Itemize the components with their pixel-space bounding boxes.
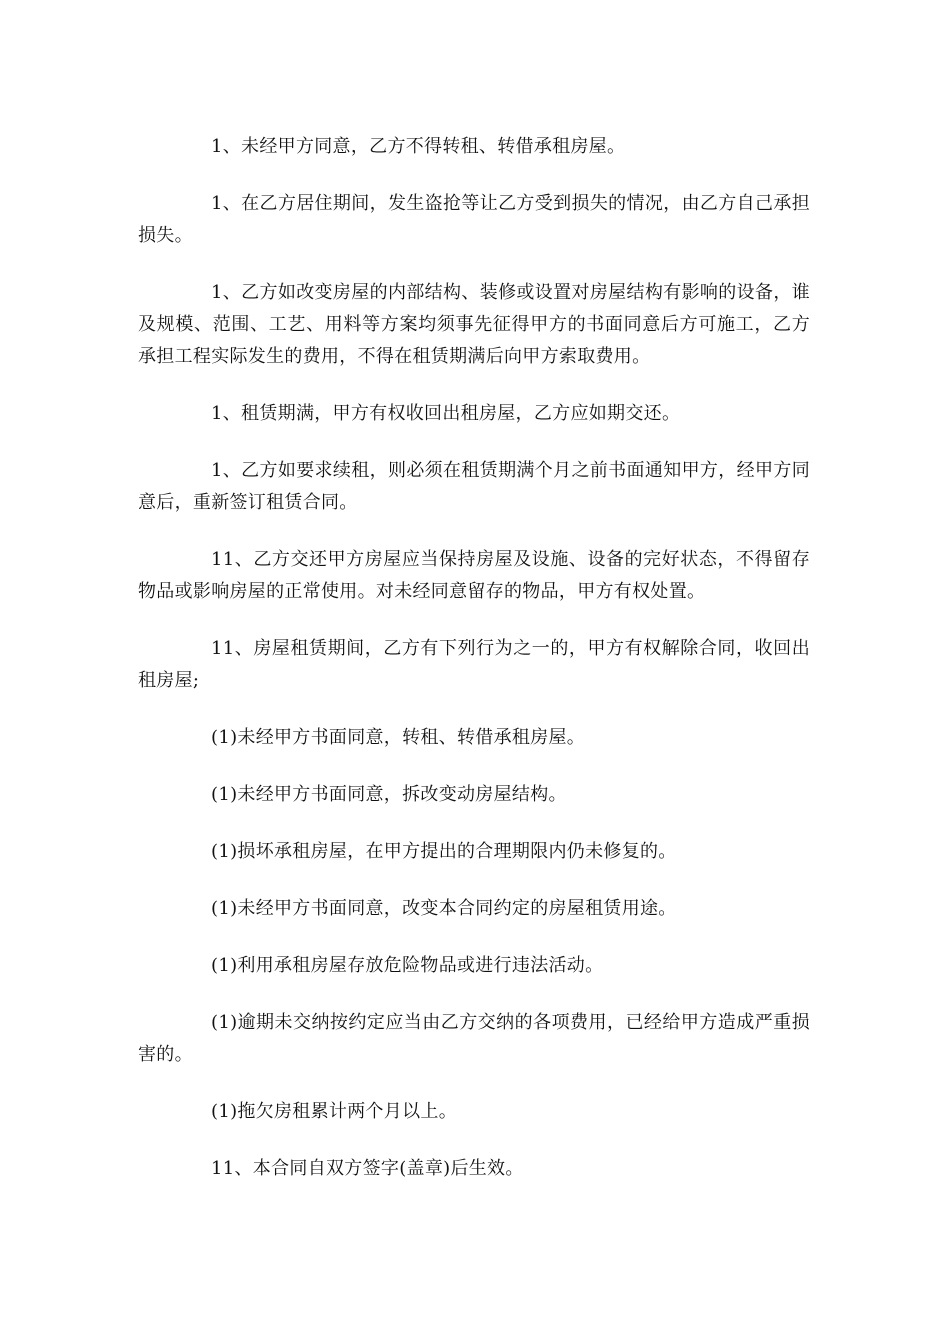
- termination-item: (1)拖欠房租累计两个月以上。: [211, 1101, 457, 1122]
- termination-item: (1)利用承租房屋存放危险物品或进行违法活动。: [211, 955, 604, 976]
- termination-item: (1)损坏承租房屋，在甲方提出的合理期限内仍未修复的。: [211, 841, 677, 862]
- clause-theft-loss: 1、在乙方居住期间，发生盗抢等让乙方受到损失的情况，由乙方自己承担损失。: [138, 193, 810, 246]
- clause-termination: 11、房屋租赁期间，乙方有下列行为之一的，甲方有权解除合同，收回出租房屋;: [138, 638, 810, 691]
- clause-effective: 11、本合同自双方签字(盖章)后生效。: [211, 1158, 524, 1179]
- clause-sublease: 1、未经甲方同意，乙方不得转租、转借承租房屋。: [211, 136, 626, 157]
- clause-return-condition: 11、乙方交还甲方房屋应当保持房屋及设施、设备的完好状态，不得留存物品或影响房屋的正常使用。对未经同意留存的物品，甲方有权处置。: [138, 549, 810, 602]
- clause-renewal: 1、乙方如要求续租，则必须在租赁期满个月之前书面通知甲方，经甲方同意后，重新签订租赁合同。: [138, 460, 810, 513]
- clause-renovation: 1、乙方如改变房屋的内部结构、装修或设置对房屋结构有影响的设备，谁及规模、范围、工艺、用料等方案均须事先征得甲方的书面同意后方可施工，乙方承担工程实际发生的费用，不得在租赁期满后向甲方索取费用。: [138, 282, 810, 367]
- termination-item: (1)未经甲方书面同意，拆改变动房屋结构。: [211, 784, 567, 805]
- document-body: [138, 131, 810, 1210]
- termination-item: (1)未经甲方书面同意，改变本合同约定的房屋租赁用途。: [211, 898, 677, 919]
- clause-lease-expiry: 1、租赁期满，甲方有权收回出租房屋，乙方应如期交还。: [211, 403, 681, 424]
- termination-item: (1)逾期未交纳按约定应当由乙方交纳的各项费用，已经给甲方造成严重损害的。: [138, 1012, 810, 1065]
- termination-item: (1)未经甲方书面同意，转租、转借承租房屋。: [211, 727, 586, 748]
